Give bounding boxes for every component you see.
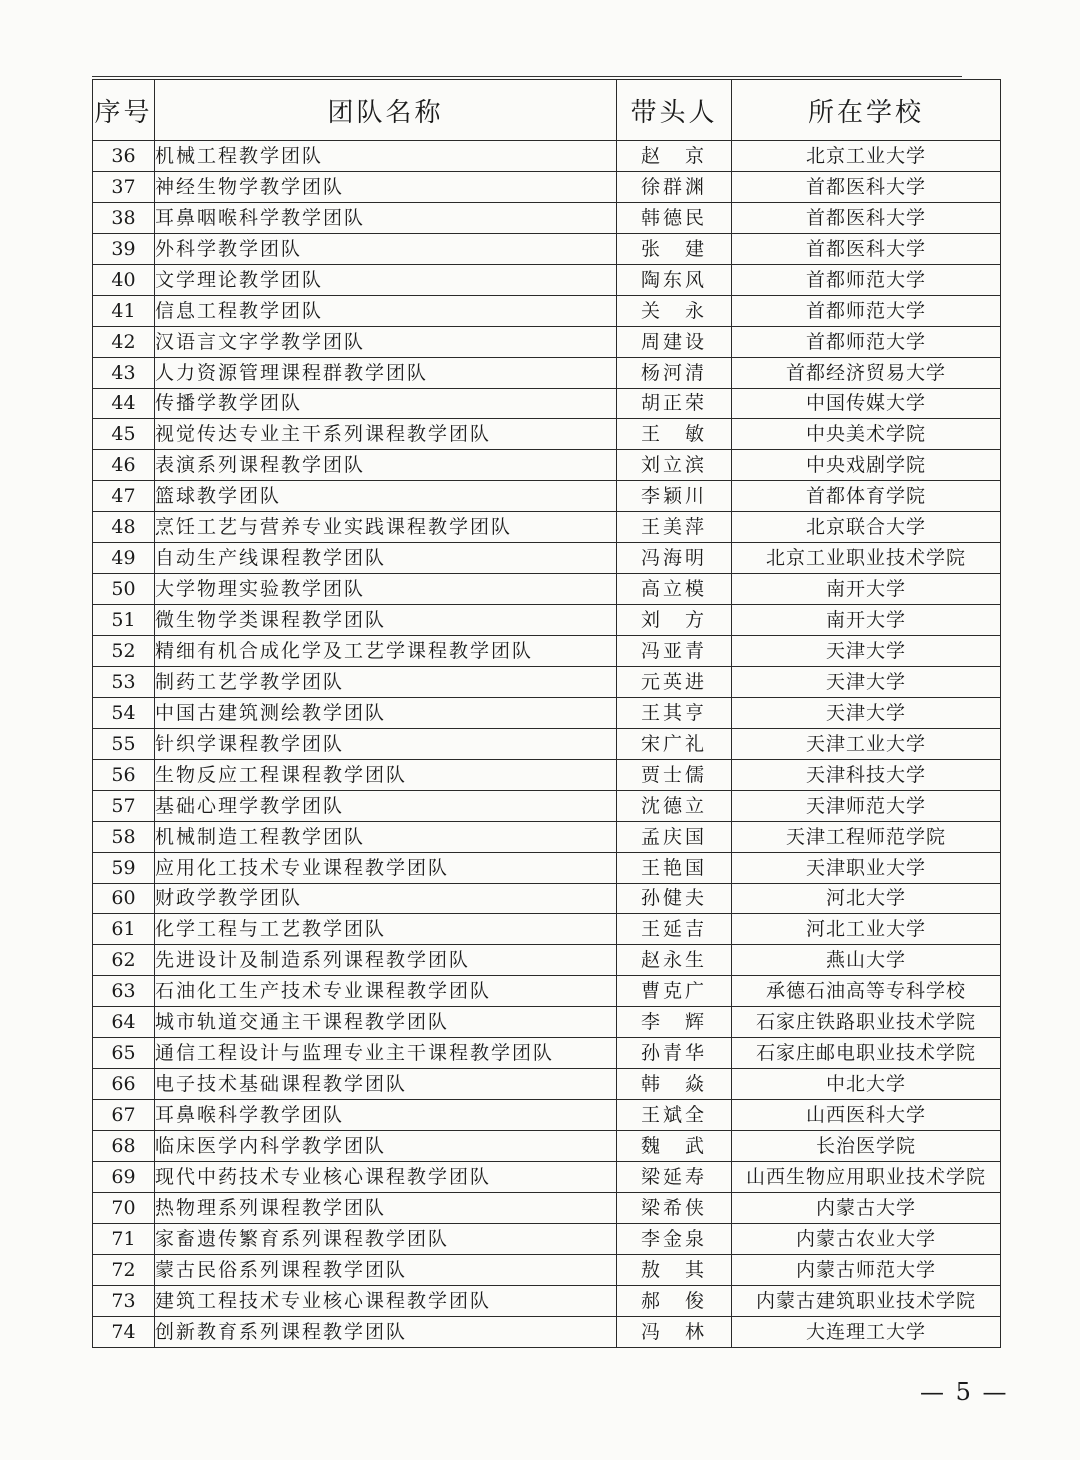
team-name-cell: 中国古建筑测绘教学团队 bbox=[155, 697, 617, 728]
table-body bbox=[93, 141, 1001, 1348]
leader-cell: 冯海明 bbox=[617, 543, 732, 574]
school-cell: 山西医科大学 bbox=[732, 1100, 1001, 1131]
team-name-cell: 机械工程教学团队 bbox=[155, 141, 617, 172]
team-name-cell: 大学物理实验教学团队 bbox=[155, 574, 617, 605]
school-cell: 首都经济贸易大学 bbox=[732, 357, 1001, 388]
table-row bbox=[93, 666, 1001, 697]
serial-number-cell: 53 bbox=[93, 666, 155, 697]
team-name-cell: 通信工程设计与监理专业主干课程教学团队 bbox=[155, 1038, 617, 1069]
serial-number-cell: 49 bbox=[93, 543, 155, 574]
table-row bbox=[93, 1007, 1001, 1038]
serial-number-cell: 46 bbox=[93, 450, 155, 481]
serial-number-cell: 56 bbox=[93, 759, 155, 790]
leader-cell: 李颖川 bbox=[617, 481, 732, 512]
serial-number-cell: 48 bbox=[93, 512, 155, 543]
team-name-cell: 精细有机合成化学及工艺学课程教学团队 bbox=[155, 636, 617, 667]
serial-number-cell: 62 bbox=[93, 945, 155, 976]
team-name-cell: 电子技术基础课程教学团队 bbox=[155, 1069, 617, 1100]
school-cell: 燕山大学 bbox=[732, 945, 1001, 976]
team-name-cell: 视觉传达专业主干系列课程教学团队 bbox=[155, 419, 617, 450]
table-row bbox=[93, 141, 1001, 172]
leader-cell: 曹克广 bbox=[617, 976, 732, 1007]
team-name-cell: 先进设计及制造系列课程教学团队 bbox=[155, 945, 617, 976]
school-cell: 首都医科大学 bbox=[732, 202, 1001, 233]
team-name-cell: 人力资源管理课程群教学团队 bbox=[155, 357, 617, 388]
table-row bbox=[93, 1192, 1001, 1223]
school-cell: 天津科技大学 bbox=[732, 759, 1001, 790]
school-cell: 大连理工大学 bbox=[732, 1316, 1001, 1347]
table-row bbox=[93, 388, 1001, 419]
school-cell: 中央戏剧学院 bbox=[732, 450, 1001, 481]
school-cell: 首都师范大学 bbox=[732, 264, 1001, 295]
table-row bbox=[93, 1223, 1001, 1254]
school-cell: 内蒙古建筑职业技术学院 bbox=[732, 1285, 1001, 1316]
serial-number-cell: 68 bbox=[93, 1131, 155, 1162]
leader-cell: 冯 林 bbox=[617, 1316, 732, 1347]
serial-number-cell: 40 bbox=[93, 264, 155, 295]
table-row bbox=[93, 914, 1001, 945]
serial-number-cell: 41 bbox=[93, 295, 155, 326]
table-row bbox=[93, 512, 1001, 543]
table-row bbox=[93, 419, 1001, 450]
school-cell: 南开大学 bbox=[732, 574, 1001, 605]
team-name-cell: 财政学教学团队 bbox=[155, 883, 617, 914]
serial-number-cell: 64 bbox=[93, 1007, 155, 1038]
serial-number-cell: 47 bbox=[93, 481, 155, 512]
table-row bbox=[93, 852, 1001, 883]
team-name-cell: 生物反应工程课程教学团队 bbox=[155, 759, 617, 790]
leader-cell: 张 建 bbox=[617, 233, 732, 264]
leader-cell: 王斌全 bbox=[617, 1100, 732, 1131]
table-row bbox=[93, 1161, 1001, 1192]
table-row bbox=[93, 450, 1001, 481]
team-name-cell: 制药工艺学教学团队 bbox=[155, 666, 617, 697]
leader-cell: 王延吉 bbox=[617, 914, 732, 945]
serial-number-cell: 63 bbox=[93, 976, 155, 1007]
table-row bbox=[93, 759, 1001, 790]
header-leader: 带头人 bbox=[617, 80, 732, 141]
serial-number-cell: 38 bbox=[93, 202, 155, 233]
serial-number-cell: 42 bbox=[93, 326, 155, 357]
table-row bbox=[93, 790, 1001, 821]
school-cell: 天津职业大学 bbox=[732, 852, 1001, 883]
school-cell: 北京工业大学 bbox=[732, 141, 1001, 172]
school-cell: 中央美术学院 bbox=[732, 419, 1001, 450]
leader-cell: 刘 方 bbox=[617, 605, 732, 636]
team-name-cell: 汉语言文字学教学团队 bbox=[155, 326, 617, 357]
team-name-cell: 应用化工技术专业课程教学团队 bbox=[155, 852, 617, 883]
school-cell: 中北大学 bbox=[732, 1069, 1001, 1100]
school-cell: 内蒙古师范大学 bbox=[732, 1254, 1001, 1285]
table-row bbox=[93, 945, 1001, 976]
school-cell: 北京工业职业技术学院 bbox=[732, 543, 1001, 574]
table-header-row bbox=[93, 80, 1001, 141]
table-row bbox=[93, 1100, 1001, 1131]
serial-number-cell: 52 bbox=[93, 636, 155, 667]
table-row bbox=[93, 1316, 1001, 1347]
leader-cell: 赵 京 bbox=[617, 141, 732, 172]
team-name-cell: 耳鼻喉科学教学团队 bbox=[155, 1100, 617, 1131]
table-row bbox=[93, 233, 1001, 264]
team-name-cell: 信息工程教学团队 bbox=[155, 295, 617, 326]
serial-number-cell: 67 bbox=[93, 1100, 155, 1131]
top-rule bbox=[92, 76, 962, 77]
leader-cell: 周建设 bbox=[617, 326, 732, 357]
table-row bbox=[93, 1254, 1001, 1285]
leader-cell: 李金泉 bbox=[617, 1223, 732, 1254]
leader-cell: 韩德民 bbox=[617, 202, 732, 233]
school-cell: 天津大学 bbox=[732, 666, 1001, 697]
school-cell: 河北工业大学 bbox=[732, 914, 1001, 945]
serial-number-cell: 58 bbox=[93, 821, 155, 852]
table-row bbox=[93, 976, 1001, 1007]
team-name-cell: 临床医学内科学教学团队 bbox=[155, 1131, 617, 1162]
table-row bbox=[93, 697, 1001, 728]
table-row bbox=[93, 1131, 1001, 1162]
serial-number-cell: 72 bbox=[93, 1254, 155, 1285]
school-cell: 天津工程师范学院 bbox=[732, 821, 1001, 852]
serial-number-cell: 60 bbox=[93, 883, 155, 914]
leader-cell: 王其亨 bbox=[617, 697, 732, 728]
school-cell: 首都医科大学 bbox=[732, 233, 1001, 264]
team-name-cell: 热物理系列课程教学团队 bbox=[155, 1192, 617, 1223]
table-row bbox=[93, 1069, 1001, 1100]
table-row bbox=[93, 481, 1001, 512]
serial-number-cell: 36 bbox=[93, 141, 155, 172]
leader-cell: 贾士儒 bbox=[617, 759, 732, 790]
table-row bbox=[93, 295, 1001, 326]
serial-number-cell: 45 bbox=[93, 419, 155, 450]
header-team-name: 团队名称 bbox=[155, 80, 617, 141]
leader-cell: 王美萍 bbox=[617, 512, 732, 543]
team-name-cell: 城市轨道交通主干课程教学团队 bbox=[155, 1007, 617, 1038]
school-cell: 中国传媒大学 bbox=[732, 388, 1001, 419]
school-cell: 石家庄铁路职业技术学院 bbox=[732, 1007, 1001, 1038]
leader-cell: 元英进 bbox=[617, 666, 732, 697]
table-row bbox=[93, 202, 1001, 233]
serial-number-cell: 57 bbox=[93, 790, 155, 821]
table-row bbox=[93, 1038, 1001, 1069]
leader-cell: 宋广礼 bbox=[617, 728, 732, 759]
team-name-cell: 文学理论教学团队 bbox=[155, 264, 617, 295]
teaching-team-table bbox=[92, 79, 1001, 1348]
leader-cell: 梁延寿 bbox=[617, 1161, 732, 1192]
leader-cell: 胡正荣 bbox=[617, 388, 732, 419]
serial-number-cell: 69 bbox=[93, 1161, 155, 1192]
leader-cell: 孙青华 bbox=[617, 1038, 732, 1069]
serial-number-cell: 37 bbox=[93, 171, 155, 202]
leader-cell: 敖 其 bbox=[617, 1254, 732, 1285]
team-name-cell: 微生物学类课程教学团队 bbox=[155, 605, 617, 636]
team-name-cell: 烹饪工艺与营养专业实践课程教学团队 bbox=[155, 512, 617, 543]
school-cell: 天津师范大学 bbox=[732, 790, 1001, 821]
leader-cell: 冯亚青 bbox=[617, 636, 732, 667]
team-name-cell: 基础心理学教学团队 bbox=[155, 790, 617, 821]
team-name-cell: 石油化工生产技术专业课程教学团队 bbox=[155, 976, 617, 1007]
leader-cell: 沈德立 bbox=[617, 790, 732, 821]
table-row bbox=[93, 357, 1001, 388]
table-row bbox=[93, 326, 1001, 357]
team-name-cell: 神经生物学教学团队 bbox=[155, 171, 617, 202]
leader-cell: 孙健夫 bbox=[617, 883, 732, 914]
team-name-cell: 表演系列课程教学团队 bbox=[155, 450, 617, 481]
serial-number-cell: 74 bbox=[93, 1316, 155, 1347]
school-cell: 河北大学 bbox=[732, 883, 1001, 914]
team-name-cell: 建筑工程技术专业核心课程教学团队 bbox=[155, 1285, 617, 1316]
team-name-cell: 传播学教学团队 bbox=[155, 388, 617, 419]
serial-number-cell: 66 bbox=[93, 1069, 155, 1100]
table-row bbox=[93, 1285, 1001, 1316]
school-cell: 首都体育学院 bbox=[732, 481, 1001, 512]
leader-cell: 徐群渊 bbox=[617, 171, 732, 202]
serial-number-cell: 65 bbox=[93, 1038, 155, 1069]
leader-cell: 梁希侠 bbox=[617, 1192, 732, 1223]
table-row bbox=[93, 728, 1001, 759]
school-cell: 首都师范大学 bbox=[732, 295, 1001, 326]
serial-number-cell: 73 bbox=[93, 1285, 155, 1316]
table-row bbox=[93, 821, 1001, 852]
team-name-cell: 现代中药技术专业核心课程教学团队 bbox=[155, 1161, 617, 1192]
school-cell: 天津工业大学 bbox=[732, 728, 1001, 759]
leader-cell: 高立模 bbox=[617, 574, 732, 605]
serial-number-cell: 39 bbox=[93, 233, 155, 264]
team-name-cell: 家畜遗传繁育系列课程教学团队 bbox=[155, 1223, 617, 1254]
serial-number-cell: 50 bbox=[93, 574, 155, 605]
leader-cell: 王艳国 bbox=[617, 852, 732, 883]
school-cell: 首都师范大学 bbox=[732, 326, 1001, 357]
team-name-cell: 耳鼻咽喉科学教学团队 bbox=[155, 202, 617, 233]
table-row bbox=[93, 543, 1001, 574]
school-cell: 长治医学院 bbox=[732, 1131, 1001, 1162]
team-name-cell: 针织学课程教学团队 bbox=[155, 728, 617, 759]
leader-cell: 赵永生 bbox=[617, 945, 732, 976]
leader-cell: 杨河清 bbox=[617, 357, 732, 388]
serial-number-cell: 54 bbox=[93, 697, 155, 728]
serial-number-cell: 43 bbox=[93, 357, 155, 388]
school-cell: 内蒙古农业大学 bbox=[732, 1223, 1001, 1254]
page-number: — 5 — bbox=[920, 1378, 1009, 1406]
team-name-cell: 自动生产线课程教学团队 bbox=[155, 543, 617, 574]
team-name-cell: 机械制造工程教学团队 bbox=[155, 821, 617, 852]
school-cell: 山西生物应用职业技术学院 bbox=[732, 1161, 1001, 1192]
table-row bbox=[93, 636, 1001, 667]
leader-cell: 王 敏 bbox=[617, 419, 732, 450]
team-name-cell: 创新教育系列课程教学团队 bbox=[155, 1316, 617, 1347]
school-cell: 天津大学 bbox=[732, 636, 1001, 667]
school-cell: 天津大学 bbox=[732, 697, 1001, 728]
leader-cell: 孟庆国 bbox=[617, 821, 732, 852]
header-school: 所在学校 bbox=[732, 80, 1001, 141]
school-cell: 石家庄邮电职业技术学院 bbox=[732, 1038, 1001, 1069]
leader-cell: 陶东风 bbox=[617, 264, 732, 295]
header-serial-number: 序号 bbox=[93, 80, 155, 141]
table-row bbox=[93, 171, 1001, 202]
leader-cell: 关 永 bbox=[617, 295, 732, 326]
serial-number-cell: 70 bbox=[93, 1192, 155, 1223]
leader-cell: 郝 俊 bbox=[617, 1285, 732, 1316]
school-cell: 承德石油高等专科学校 bbox=[732, 976, 1001, 1007]
serial-number-cell: 44 bbox=[93, 388, 155, 419]
leader-cell: 刘立滨 bbox=[617, 450, 732, 481]
table-row bbox=[93, 264, 1001, 295]
team-name-cell: 化学工程与工艺教学团队 bbox=[155, 914, 617, 945]
leader-cell: 魏 武 bbox=[617, 1131, 732, 1162]
school-cell: 南开大学 bbox=[732, 605, 1001, 636]
table-row bbox=[93, 574, 1001, 605]
school-cell: 北京联合大学 bbox=[732, 512, 1001, 543]
serial-number-cell: 51 bbox=[93, 605, 155, 636]
serial-number-cell: 59 bbox=[93, 852, 155, 883]
leader-cell: 韩 焱 bbox=[617, 1069, 732, 1100]
table-row bbox=[93, 605, 1001, 636]
school-cell: 内蒙古大学 bbox=[732, 1192, 1001, 1223]
leader-cell: 李 辉 bbox=[617, 1007, 732, 1038]
school-cell: 首都医科大学 bbox=[732, 171, 1001, 202]
serial-number-cell: 61 bbox=[93, 914, 155, 945]
team-name-cell: 篮球教学团队 bbox=[155, 481, 617, 512]
team-name-cell: 外科学教学团队 bbox=[155, 233, 617, 264]
table-row bbox=[93, 883, 1001, 914]
serial-number-cell: 55 bbox=[93, 728, 155, 759]
serial-number-cell: 71 bbox=[93, 1223, 155, 1254]
team-name-cell: 蒙古民俗系列课程教学团队 bbox=[155, 1254, 617, 1285]
